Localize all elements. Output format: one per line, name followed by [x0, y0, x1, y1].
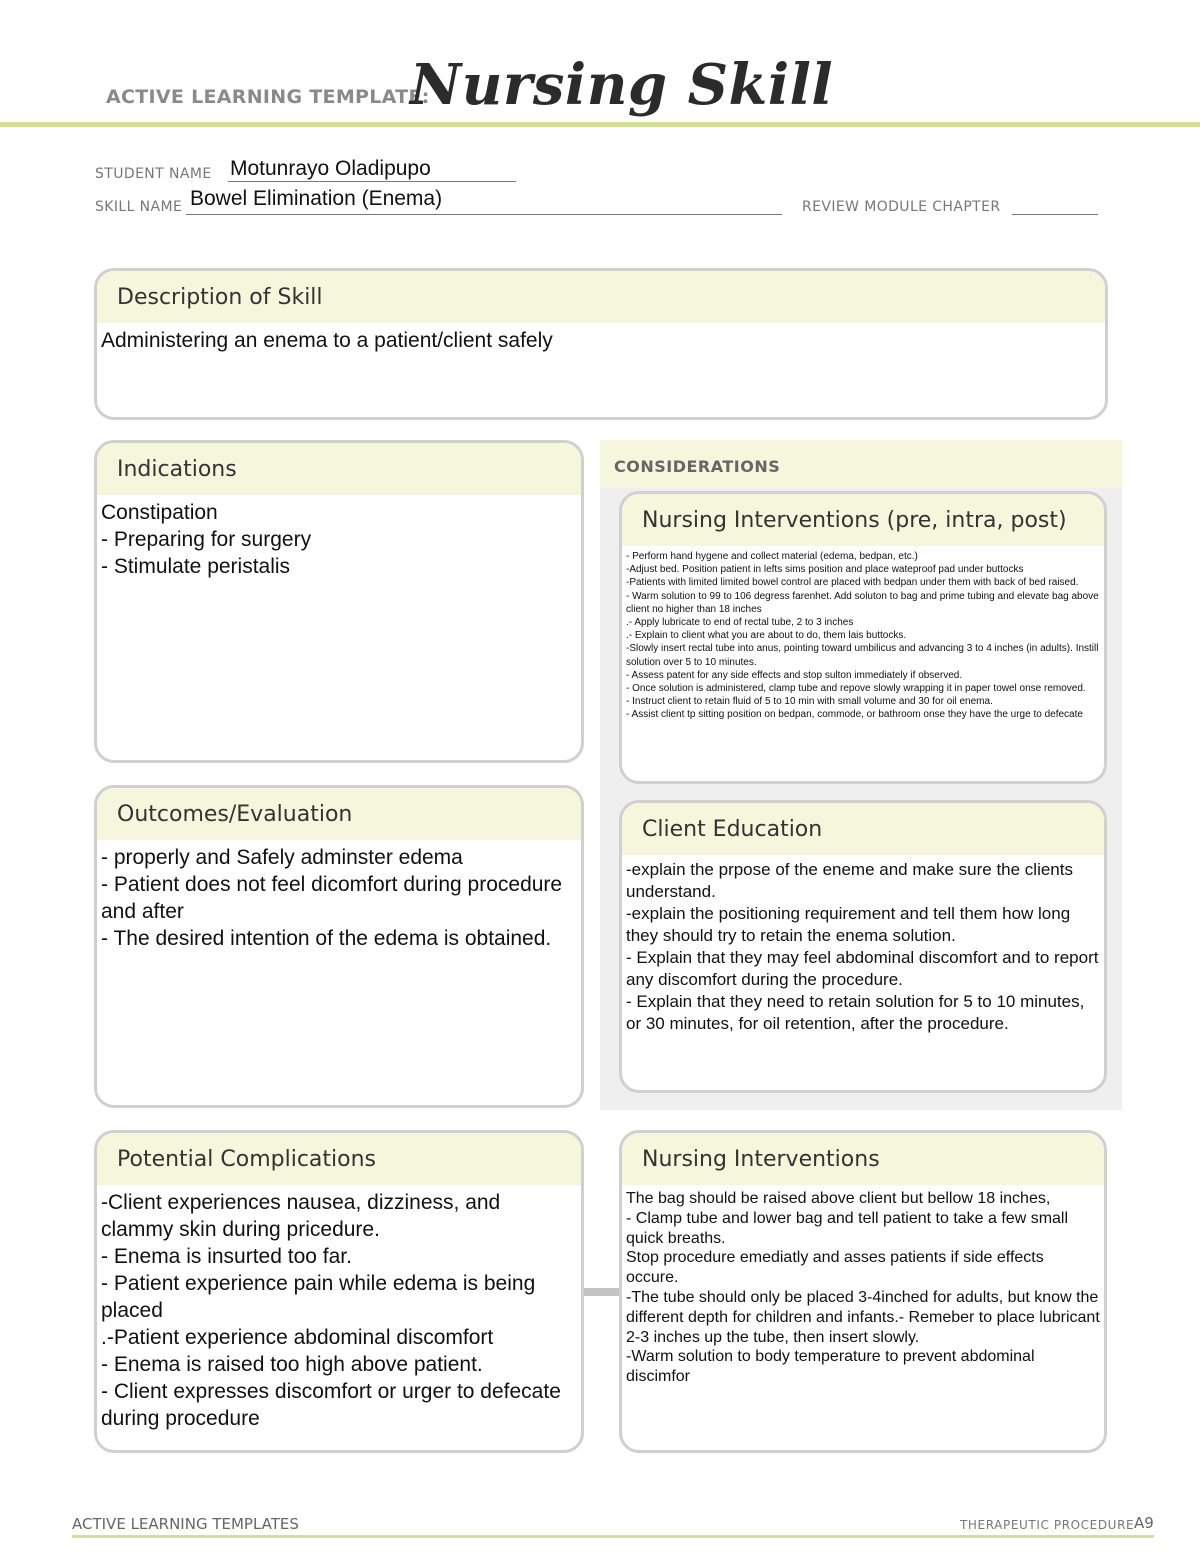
nursing-interventions-pip-text[interactable]: - Perform hand hygene and collect material (edema, bedpan, etc.) -Adjust bed. Position patient in lefts sims position and place wateproof pad under buttocks -Patients with limited limited bowel control are placed with bedpan under them with back of bed raised. - Warm solution to 99 to 106 degress farenhet. Add soluton to bag and prime tubing and elevate bag above client no higher than 18 inches .- Apply lubricate to end of rectal tube, 2 to 3 inches .- Explain to client what you are about to do, them lais buttocks. -Slowly insert rectal tube into anus, pointing toward umbilicus and advancing 3 to 4 inches (in adults). Instill solution over 5 to 10 minutes. - Assess patent for any side effects and stop sulton immediately if observed. - Once solution is administered, clamp tube and repove slowly wrapping it in paper towel onse removed. - Instruct client to retain fluid of 5 to 10 min with small volume and 30 for oil enema. - Assist client tp sitting position on bedpan, commode, or bathroom onse they have the urge to defecate: [626, 551, 1099, 721]
indications-header: Indications: [97, 443, 581, 495]
review-module-label: REVIEW MODULE CHAPTER: [802, 199, 1001, 215]
skill-name-line: [186, 214, 782, 215]
template-label: ACTIVE LEARNING TEMPLATE:: [106, 86, 430, 108]
outcomes-header: Outcomes/Evaluation: [97, 788, 581, 840]
description-box: [94, 268, 1108, 420]
outcomes-text[interactable]: - properly and Safely adminster edema - Patient does not feel dicomfort during procedure and after - The desired intention of the edema is obtained.: [101, 846, 563, 950]
indications-box: [94, 440, 584, 763]
description-text[interactable]: Administering an enema to a patient/client safely: [101, 329, 553, 352]
footer-right: THERAPEUTIC PROCEDURE: [960, 1518, 1135, 1532]
student-name-label: STUDENT NAME: [95, 166, 212, 182]
nursing-interventions-header: Nursing Interventions: [622, 1133, 1104, 1185]
review-module-field[interactable]: [1012, 214, 1098, 215]
student-name-line: [228, 181, 516, 182]
header-divider: [0, 122, 1200, 127]
complications-text[interactable]: -Client experiences nausea, dizziness, and clammy skin during pricedure. - Enema is insurted too far. - Patient experience pain while edema is being placed .-Patient experience abdominal discomfort - Enema is raised too high above patient. - Client expresses discomfort or urger to defecate during procedure: [101, 1191, 561, 1430]
footer-left: ACTIVE LEARNING TEMPLATES: [72, 1515, 299, 1533]
considerations-label: CONSIDERATIONS: [614, 457, 781, 476]
skill-name-field[interactable]: Bowel Elimination (Enema): [190, 187, 443, 210]
student-name-field[interactable]: Motunrayo Oladipupo: [230, 157, 431, 180]
description-header: Description of Skill: [97, 271, 1105, 323]
nursing-interventions-pip-header: Nursing Interventions (pre, intra, post): [622, 494, 1104, 546]
connector-bar: [580, 1288, 622, 1296]
complications-header: Potential Complications: [97, 1133, 581, 1185]
page-title: Nursing Skill: [410, 52, 834, 118]
complications-box: [94, 1130, 584, 1453]
client-education-text[interactable]: -explain the prpose of the eneme and make sure the clients understand. -explain the positioning requirement and tell them how long they should try to retain the enema solution. - Explain that they may feel abdominal discomfort and to report any discomfort during the procedure. - Explain that they need to retain solution for 5 to 10 minutes, or 30 minutes, for oil retention, after the procedure.: [626, 860, 1099, 1033]
client-education-box: [619, 800, 1107, 1093]
outcomes-box: [94, 785, 584, 1108]
indications-text[interactable]: Constipation - Preparing for surgery - Stimulate peristalis: [101, 501, 312, 578]
nursing-interventions-pip-box: [619, 491, 1107, 784]
footer-page-number: A9: [1134, 1514, 1154, 1532]
nursing-interventions-text[interactable]: The bag should be raised above client but bellow 18 inches, - Clamp tube and lower bag and tell patient to take a few small quick breaths. Stop procedure emediatly and asses patients if side effects occure. -The tube should only be placed 3-4inched for adults, but know the different depth for children and infants.- Remeber to place lubricant 2-3 inches up the tube, then insert slowly. -Warm solution to body temperature to prevent abdominal discimfor: [626, 1190, 1100, 1386]
nursing-interventions-box: [619, 1130, 1107, 1453]
skill-name-label: SKILL NAME: [95, 199, 183, 215]
client-education-header: Client Education: [622, 803, 1104, 855]
footer-divider: [72, 1535, 1154, 1538]
